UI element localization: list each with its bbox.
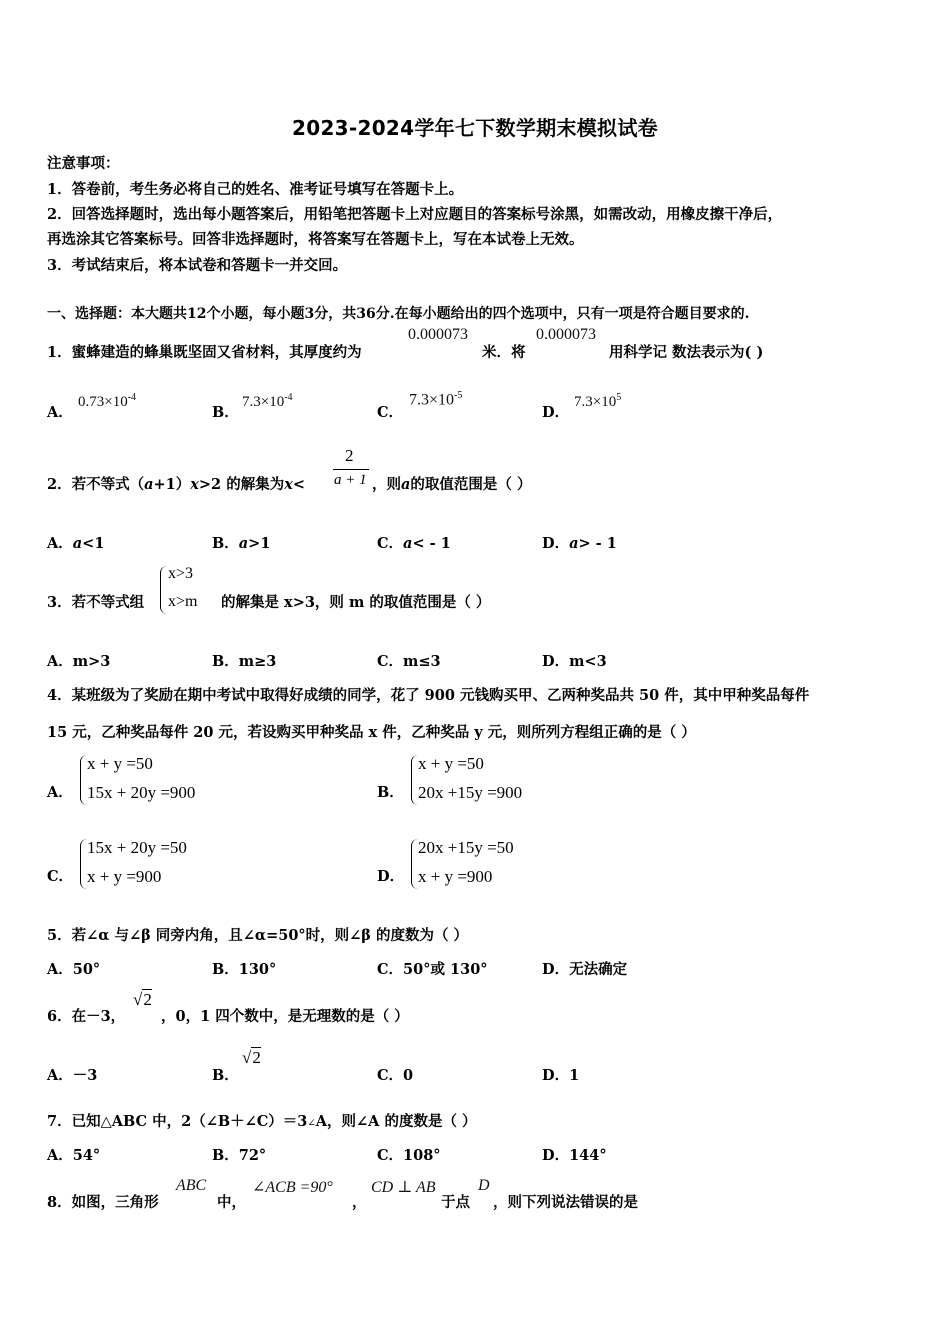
q8-math-angle: ∠ACB =90° xyxy=(252,1179,333,1196)
q7-option-d: D．144° xyxy=(542,1147,607,1164)
q3-option-b: B．m≥3 xyxy=(212,653,277,670)
q4-option-b-eq2: 20x +15y =900 xyxy=(418,783,523,802)
q1-option-a-label: A． xyxy=(47,404,73,421)
q7-text-a: 7．已知△ABC 中，2（∠B＋∠C）＝3 xyxy=(47,1113,308,1130)
q1-option-b-base: 7.3×10 xyxy=(242,394,285,410)
q4-option-c-brace xyxy=(80,839,87,889)
q1-option-c-label: C． xyxy=(377,404,404,421)
q1-text-c: 用科学记 数法表示为( ) xyxy=(609,344,764,361)
q2-text-tail xyxy=(372,473,531,494)
q3-option-c: C．m≤3 xyxy=(377,653,441,670)
q1-option-d-base: 7.3×10 xyxy=(574,394,617,410)
q3-text-b: 的解集是 x>3，则 m 的取值范围是（ ） xyxy=(221,594,491,611)
q1-option-b-label: B． xyxy=(212,404,239,421)
q3-text-a: 3．若不等式组 xyxy=(47,594,145,611)
notice-item-2-cont: 再选涂其它答案标号。回答非选择题时，将答案写在答题卡上，写在本试卷上无效。 xyxy=(47,231,584,248)
q4-option-b-eq1: x + y =50 xyxy=(418,754,484,773)
q2-var-x: x xyxy=(190,476,199,493)
q5-option-d: D．无法确定 xyxy=(542,961,628,978)
q6-sqrt-radicand: 2 xyxy=(143,990,152,1009)
q1-option-b xyxy=(242,392,293,411)
q7-text-b: A，则∠A 的度数是（ ） xyxy=(315,1113,477,1130)
q2-option-b-var: a xyxy=(238,535,249,552)
q2-option-c-label: C． xyxy=(377,535,404,552)
q6-sqrt xyxy=(133,990,152,1010)
q1-number-2: 0.000073 xyxy=(536,326,596,343)
q4-line-2: 15 元，乙种奖品每件 20 元，若设购买甲种奖品 x 件，乙种奖品 y 元，则所列方程组正确的是（ ） xyxy=(47,724,696,741)
q6-option-b-sqrt xyxy=(242,1048,261,1068)
q4-option-c-eq1: 15x + 20y =50 xyxy=(87,838,187,857)
q1-option-c xyxy=(409,390,462,409)
q2-var-a-2: a xyxy=(401,476,411,493)
q2-text-d: ，则 xyxy=(372,476,401,493)
q6-text-b: ，0，1 四个数中，是无理数的是（ ） xyxy=(161,1008,409,1025)
q2-option-b-rel: >1 xyxy=(248,535,271,552)
q2-option-a-label: A． xyxy=(47,535,73,552)
q1-option-a-exp: -4 xyxy=(127,392,137,403)
q6-option-d: D．1 xyxy=(542,1067,580,1084)
q2-text-c: >2 的解集为 xyxy=(198,476,285,493)
q8-math-d: D xyxy=(478,1177,490,1194)
q2-text-a: 2．若不等式（ xyxy=(47,476,145,493)
q4-option-a-eq1: x + y =50 xyxy=(87,754,153,773)
q2-option-d xyxy=(542,532,617,553)
q4-option-d-label: D． xyxy=(377,868,405,885)
q2-fraction-bar xyxy=(333,469,369,470)
q4-option-a-label: A． xyxy=(47,784,73,801)
q1-text-b: 米．将 xyxy=(482,344,526,361)
q6-option-a: A．－3 xyxy=(47,1067,98,1084)
q1-number-1: 0.000073 xyxy=(408,326,468,343)
q8-math-perp: CD ⊥ AB xyxy=(371,1179,436,1196)
q2-option-c-rel: < - 1 xyxy=(412,535,451,552)
q2-option-a-rel: <1 xyxy=(82,535,105,552)
q4-option-b-brace xyxy=(411,755,418,805)
q1-option-a-base: 0.73×10 xyxy=(78,394,128,410)
q4-option-d-eq1: 20x +15y =50 xyxy=(418,838,514,857)
q1-option-c-base: 7.3×10 xyxy=(409,391,455,409)
q1-option-c-exp: -5 xyxy=(454,390,463,401)
q6-option-c: C．0 xyxy=(377,1067,414,1084)
q3-system-line-2: x>m xyxy=(168,593,198,610)
q5-option-b: B．130° xyxy=(212,961,277,978)
q4-line-1: 4．某班级为了奖励在期中考试中取得好成绩的同学，花了 900 元钱购买甲、乙两种奖品共 50 件，其中甲种奖品每件 xyxy=(47,687,810,704)
q8-text-c: ， xyxy=(352,1194,367,1211)
q5-option-a: A．50° xyxy=(47,961,101,978)
q4-option-c-label: C． xyxy=(47,868,74,885)
q8-text-a: 8．如图，三角形 xyxy=(47,1194,159,1211)
notice-item-1: 1．答卷前，考生务必将自己的姓名、准考证号填写在答题卡上。 xyxy=(47,181,464,198)
q6-option-b-radicand: 2 xyxy=(252,1048,261,1067)
q4-option-b-label: B． xyxy=(377,784,404,801)
q2-text-b: +1） xyxy=(153,476,191,493)
q7-option-b: B．72° xyxy=(212,1147,267,1164)
q8-math-abc: ABC xyxy=(176,1177,207,1194)
q4-option-d-brace xyxy=(411,839,418,889)
q6-text-a: 6．在－3， xyxy=(47,1008,126,1025)
q8-text-d: 于点 xyxy=(441,1194,470,1211)
q1-option-a xyxy=(78,392,136,411)
q4-option-d-eq2: x + y =900 xyxy=(418,867,493,886)
q2-less-than: < xyxy=(292,476,306,493)
q2-option-a-var: a xyxy=(72,535,83,552)
q4-option-c-eq2: x + y =900 xyxy=(87,867,162,886)
q4-option-a-brace xyxy=(80,755,87,805)
q2-option-b-label: B． xyxy=(212,535,239,552)
q7-option-a: A．54° xyxy=(47,1147,101,1164)
q2-text xyxy=(47,473,305,494)
sqrt-icon: √ xyxy=(133,990,143,1009)
q2-option-b xyxy=(212,532,270,553)
page-title: 2023-2024学年七下数学期末模拟试卷 xyxy=(292,116,658,140)
q7-text xyxy=(47,1110,477,1131)
q8-text-e: ，则下列说法错误的是 xyxy=(493,1194,638,1211)
q2-option-d-var: a xyxy=(569,535,579,552)
q3-option-a: A．m>3 xyxy=(47,653,111,670)
q7-small-angle: ∠ xyxy=(307,1118,316,1129)
q3-option-d: D．m<3 xyxy=(542,653,607,670)
q4-option-a-eq2: 15x + 20y =900 xyxy=(87,783,196,802)
q2-text-e: 的取值范围是（ ） xyxy=(410,476,532,493)
q6-option-b-label: B． xyxy=(212,1067,239,1084)
q1-option-b-exp: -4 xyxy=(284,392,293,403)
q7-option-c: C．108° xyxy=(377,1147,441,1164)
q2-fraction-numerator: 2 xyxy=(345,446,354,465)
q5-text: 5．若∠α 与∠β 同旁内角，且∠α=50°时，则∠β 的度数为（ ） xyxy=(47,927,469,944)
q2-option-a xyxy=(47,532,104,553)
q2-option-d-label: D． xyxy=(542,535,570,552)
q3-system-brace xyxy=(160,566,167,614)
q2-option-c xyxy=(377,532,451,553)
q1-option-d xyxy=(574,392,621,411)
q2-option-d-rel: > - 1 xyxy=(578,535,617,552)
notice-heading: 注意事项： xyxy=(47,155,120,172)
q2-var-a: a xyxy=(144,476,154,493)
notice-item-2: 2．回答选择题时，选出每小题答案后，用铅笔把答题卡上对应题目的答案标号涂黑，如需改动，用橡皮擦干净后， xyxy=(47,206,783,223)
q2-fraction-denominator: a + 1 xyxy=(334,472,367,488)
notice-item-3: 3．考试结束后，将本试卷和答题卡一并交回。 xyxy=(47,257,348,274)
sqrt-icon: √ xyxy=(242,1048,252,1067)
q5-option-c: C．50°或 130° xyxy=(377,961,488,978)
q1-option-d-exp: 5 xyxy=(616,392,622,403)
q2-option-c-var: a xyxy=(403,535,413,552)
q3-system-line-1: x>3 xyxy=(168,565,194,582)
q2-var-x-2: x xyxy=(284,476,293,493)
q1-text-a: 1．蜜蜂建造的蜂巢既坚固又省材料，其厚度约为 xyxy=(47,344,362,361)
q1-option-d-label: D． xyxy=(542,404,570,421)
q8-text-b: 中， xyxy=(217,1194,246,1211)
section-heading: 一、选择题：本大题共12个小题，每小题3分，共36分.在每小题给出的四个选项中，只有一项是符合题目要求的. xyxy=(47,306,750,322)
